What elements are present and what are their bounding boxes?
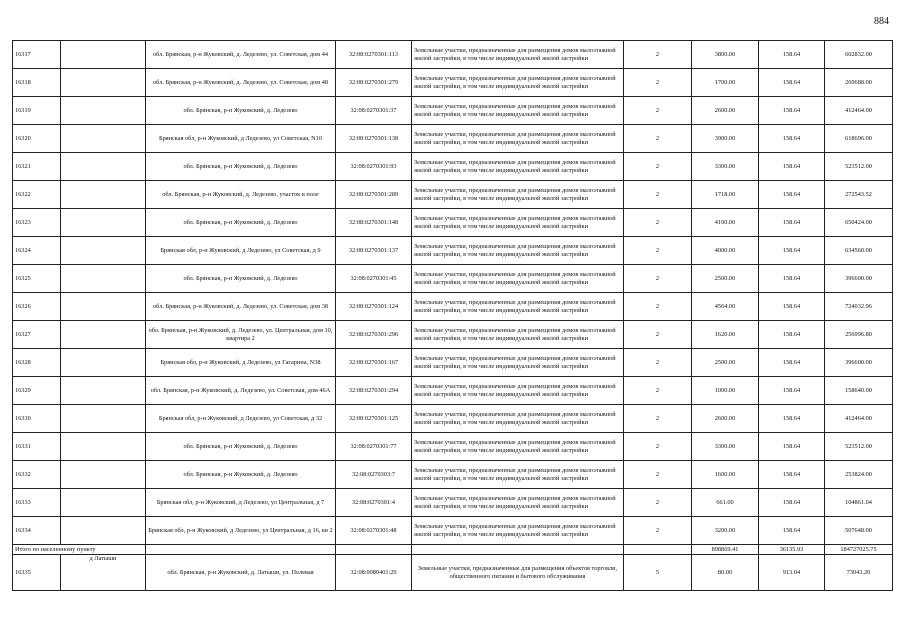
row-land-use: Земельные участки, предназначенные для размещения домов малоэтажной жилой застройки, в том числе индивидуальной жилой застройки [412,97,624,125]
row-number: 16323 [13,209,61,237]
row-cadastral-number: 32:08:0270301:138 [336,125,412,153]
table-row [13,209,893,237]
row-area: 2600.00 [692,97,759,125]
row-area: 1600.00 [692,461,759,489]
row-rate: 158.64 [759,349,825,377]
row-category: 2 [624,69,692,97]
row-cadastral-number: 32:08:0080401:29 [336,555,412,591]
settlement-name: д Латыши [61,555,146,591]
table-row [13,349,893,377]
row-area: 3800.00 [692,41,759,69]
settlement-cell [61,461,146,489]
row-category: 2 [624,349,692,377]
settlement-cell [61,265,146,293]
row-cadastral-number: 32:08:0270301:148 [336,209,412,237]
row-category: 2 [624,433,692,461]
row-rate: 158.64 [759,489,825,517]
row-cost: 412464.00 [825,97,893,125]
row-cadastral-number: 32:08:0270301:294 [336,377,412,405]
row-area: 661.00 [692,489,759,517]
row-number: 16319 [13,97,61,125]
row-category: 2 [624,125,692,153]
row-address: Брянская обл, р-н Жуковский, д Ледезево, ул Советская, N10 [146,125,336,153]
row-cost: 104861.04 [825,489,893,517]
table-row [13,461,893,489]
table-row [13,555,893,591]
settlement-cell [61,153,146,181]
row-number: 16330 [13,405,61,433]
row-land-use: Земельные участки, предназначенные для размещения домов малоэтажной жилой застройки, в том числе индивидуальной жилой застройки [412,69,624,97]
settlement-cell [61,349,146,377]
row-address: обл. Брянская, р-н Жуковский, д. Ледезево, ул. Советская, дом 44 [146,41,336,69]
row-cost: 650424.00 [825,209,893,237]
row-area: 4000.00 [692,237,759,265]
settlement-cell [61,405,146,433]
page-number: 884 [874,16,889,27]
row-category: 2 [624,209,692,237]
row-cadastral-number: 32:08:0270301:45 [336,265,412,293]
row-number: 16320 [13,125,61,153]
row-rate: 158.64 [759,405,825,433]
row-cadastral-number: 32:08:0270301:279 [336,69,412,97]
row-rate: 158.64 [759,97,825,125]
row-rate: 158.64 [759,69,825,97]
row-cadastral-number: 32:08:0270301:125 [336,405,412,433]
settlement-cell [61,433,146,461]
row-cost: 396600.00 [825,265,893,293]
row-area: 2500.00 [692,349,759,377]
row-rate: 158.64 [759,293,825,321]
row-number: 16322 [13,181,61,209]
row-number: 16325 [13,265,61,293]
row-area: 1000.00 [692,377,759,405]
row-number: 16329 [13,377,61,405]
table-row [13,489,893,517]
row-cost: 523512.00 [825,433,893,461]
row-land-use: Земельные участки, предназначенные для размещения домов малоэтажной жилой застройки, в том числе индивидуальной жилой застройки [412,349,624,377]
row-cadastral-number: 32:08:0270301:124 [336,293,412,321]
total-cost: 184727025.75 [825,545,893,555]
row-rate: 158.64 [759,153,825,181]
row-cadastral-number: 32:08:0270301:37 [336,97,412,125]
row-area: 3200.00 [692,517,759,545]
row-area: 1620.00 [692,321,759,349]
row-cadastral-number: 32:08:0270301:48 [336,517,412,545]
row-cost: 73043.20 [825,555,893,591]
settlement-cell [61,237,146,265]
row-land-use: Земельные участки, предназначенные для размещения домов малоэтажной жилой застройки, в том числе индивидуальной жилой застройки [412,125,624,153]
table-row [13,293,893,321]
row-area: 3300.00 [692,153,759,181]
row-number: 16321 [13,153,61,181]
row-rate: 158.64 [759,237,825,265]
row-land-use: Земельные участки, предназначенные для размещения домов малоэтажной жилой застройки, в том числе индивидуальной жилой застройки [412,209,624,237]
row-number: 16327 [13,321,61,349]
row-number: 16324 [13,237,61,265]
settlement-cell [61,125,146,153]
row-number: 16331 [13,433,61,461]
row-area: 4564.00 [692,293,759,321]
row-rate: 158.64 [759,517,825,545]
row-number: 16335 [13,555,61,591]
row-category: 2 [624,265,692,293]
row-cadastral-number: 32:08:0270301:4 [336,489,412,517]
settlement-cell [61,209,146,237]
row-rate: 913.04 [759,555,825,591]
row-land-use: Земельные участки, предназначенные для размещения домов малоэтажной жилой застройки, в том числе индивидуальной жилой застройки [412,265,624,293]
row-address: обл. Брянская, р-н Жуковский, д. Ледезево [146,461,336,489]
land-register-table [12,40,893,591]
table-row [13,125,893,153]
row-number: 16334 [13,517,61,545]
row-land-use: Земельные участки, предназначенные для размещения домов малоэтажной жилой застройки, в том числе индивидуальной жилой застройки [412,321,624,349]
settlement-cell [61,293,146,321]
row-area: 3300.00 [692,433,759,461]
row-land-use: Земельные участки, предназначенные для размещения домов малоэтажной жилой застройки, в том числе индивидуальной жилой застройки [412,461,624,489]
row-number: 16318 [13,69,61,97]
row-address: Брянская обл, р-н Жуковский, д Ледезево, ул Центральная, д 16, кв 2 [146,517,336,545]
row-category: 2 [624,461,692,489]
row-cadastral-number: 32:08:0270301:93 [336,153,412,181]
row-number: 16317 [13,41,61,69]
row-address: Брянская обл, р-н Жуковский, д Ледезево, ул Гагарина, N38 [146,349,336,377]
row-address: обл. Брянская, р-н Жуковский, д. Ледезево, ул. Советская, дом 48 [146,69,336,97]
total-row [13,545,893,555]
row-area: 1718.00 [692,181,759,209]
row-category: 2 [624,237,692,265]
settlement-cell [61,41,146,69]
row-area: 4100.00 [692,209,759,237]
row-address: обл. Брянская, р-н Жуковский, д. Ледезево [146,433,336,461]
table-row [13,97,893,125]
row-cost: 269688.00 [825,69,893,97]
row-cadastral-number: 32:08:0270301:289 [336,181,412,209]
row-cost: 523512.00 [825,153,893,181]
row-cadastral-number: 32:08:0270301:167 [336,349,412,377]
row-category: 2 [624,377,692,405]
settlement-cell [61,69,146,97]
row-cadastral-number: 32:08:0270301:137 [336,237,412,265]
table-row [13,517,893,545]
row-cost: 634560.00 [825,237,893,265]
row-rate: 158.64 [759,181,825,209]
row-category: 2 [624,293,692,321]
total-label: Итого по населенному пункту [13,545,146,555]
row-number: 16328 [13,349,61,377]
table-row [13,321,893,349]
row-address: обл. Брянская, р-н Жуковский, д. Ледезево, ул. Советская, дом 46А [146,377,336,405]
settlement-cell [61,377,146,405]
total-rate: 36135.93 [759,545,825,555]
settlement-cell [61,181,146,209]
row-rate: 158.64 [759,41,825,69]
row-area: 3900.00 [692,125,759,153]
row-land-use: Земельные участки, предназначенные для размещения домов малоэтажной жилой застройки, в том числе индивидуальной жилой застройки [412,293,624,321]
row-category: 2 [624,181,692,209]
row-number: 16326 [13,293,61,321]
row-address: обл. Брянская, р-н Жуковский, д. Ледезево, участок в поле [146,181,336,209]
table-row [13,265,893,293]
row-cost: 412464.00 [825,405,893,433]
row-cost: 507648.00 [825,517,893,545]
row-land-use: Земельные участки, предназначенные для размещения домов малоэтажной жилой застройки, в том числе индивидуальной жилой застройки [412,489,624,517]
row-address: обл. Брянская, р-н Жуковский, д. Ледезево [146,153,336,181]
row-land-use: Земельные участки, предназначенные для размещения домов малоэтажной жилой застройки, в том числе индивидуальной жилой застройки [412,237,624,265]
row-category: 2 [624,153,692,181]
row-category: 2 [624,97,692,125]
row-cost: 272543.52 [825,181,893,209]
row-rate: 158.64 [759,433,825,461]
row-rate: 158.64 [759,265,825,293]
row-number: 16332 [13,461,61,489]
row-land-use: Земельные участки, предназначенные для размещения домов малоэтажной жилой застройки, в том числе индивидуальной жилой застройки [412,41,624,69]
row-address: обл. Брянская, р-н Жуковский, д. Ледезево [146,209,336,237]
row-land-use: Земельные участки, предназначенные для размещения домов малоэтажной жилой застройки, в том числе индивидуальной жилой застройки [412,181,624,209]
row-rate: 158.64 [759,125,825,153]
row-rate: 158.64 [759,461,825,489]
row-address: Брянская обл, р-н Жуковский, д Ледезево, ул Центральная, д 7 [146,489,336,517]
table-row [13,237,893,265]
row-address: обл. Брянская, р-н Жуковский, д. Ледезево, ул. Советская, дом 38 [146,293,336,321]
row-land-use: Земельные участки, предназначенные для размещения домов малоэтажной жилой застройки, в том числе индивидуальной жилой застройки [412,377,624,405]
settlement-cell [61,321,146,349]
row-address: обл. Брянская, р-н Жуковский, д. Ледезево [146,97,336,125]
table-row [13,405,893,433]
table-row [13,153,893,181]
row-category: 2 [624,321,692,349]
row-cost: 158640.00 [825,377,893,405]
row-number: 16333 [13,489,61,517]
row-cost: 256996.80 [825,321,893,349]
row-address: обл. Брянская, р-н Жуковский, д. Ледезево [146,265,336,293]
row-area: 2600.00 [692,405,759,433]
row-cadastral-number: 32:08:0270301:77 [336,433,412,461]
row-rate: 158.64 [759,377,825,405]
row-category: 2 [624,489,692,517]
table-body [13,41,893,591]
row-cadastral-number: 32:08:0270301:296 [336,321,412,349]
row-cost: 618696.00 [825,125,893,153]
row-cadastral-number: 32:08:0270303:7 [336,461,412,489]
row-land-use: Земельные участки, предназначенные для размещения домов малоэтажной жилой застройки, в том числе индивидуальной жилой застройки [412,153,624,181]
row-cost: 724032.96 [825,293,893,321]
row-land-use: Земельные участки, предназначенные для размещения объектов торговли, общественного питания и бытового обслуживания [412,555,624,591]
row-area: 80.00 [692,555,759,591]
row-area: 1700.00 [692,69,759,97]
settlement-cell [61,489,146,517]
table-row [13,433,893,461]
row-cadastral-number: 32:08:0270301:113 [336,41,412,69]
row-cost: 602832.00 [825,41,893,69]
row-cost: 253824.00 [825,461,893,489]
table-row [13,69,893,97]
settlement-cell [61,97,146,125]
row-land-use: Земельные участки, предназначенные для размещения домов малоэтажной жилой застройки, в том числе индивидуальной жилой застройки [412,517,624,545]
row-category: 2 [624,517,692,545]
row-address: Брянская обл, р-н Жуковский, д Ледезево, ул Советская, д 9 [146,237,336,265]
table-row [13,41,893,69]
table-row [13,181,893,209]
row-category: 2 [624,405,692,433]
total-area: 898869.41 [692,545,759,555]
row-land-use: Земельные участки, предназначенные для размещения домов малоэтажной жилой застройки, в том числе индивидуальной жилой застройки [412,405,624,433]
row-category: 5 [624,555,692,591]
table-row [13,377,893,405]
row-rate: 158.64 [759,321,825,349]
row-area: 2500.00 [692,265,759,293]
row-land-use: Земельные участки, предназначенные для размещения домов малоэтажной жилой застройки, в том числе индивидуальной жилой застройки [412,433,624,461]
row-address: Брянская обл, р-н Жуковский, д Ледезево, ул Советская, д 32 [146,405,336,433]
row-address: обл. Брянская, р-н Жуковский, д. Латыши, ул. Полевая [146,555,336,591]
row-category: 2 [624,41,692,69]
settlement-cell [61,517,146,545]
row-cost: 396600.00 [825,349,893,377]
row-address: обл. Брянская, р-н Жуковский, д. Ледезево, ул. Центральная, дом 10, квартира 2 [146,321,336,349]
row-rate: 158.64 [759,209,825,237]
